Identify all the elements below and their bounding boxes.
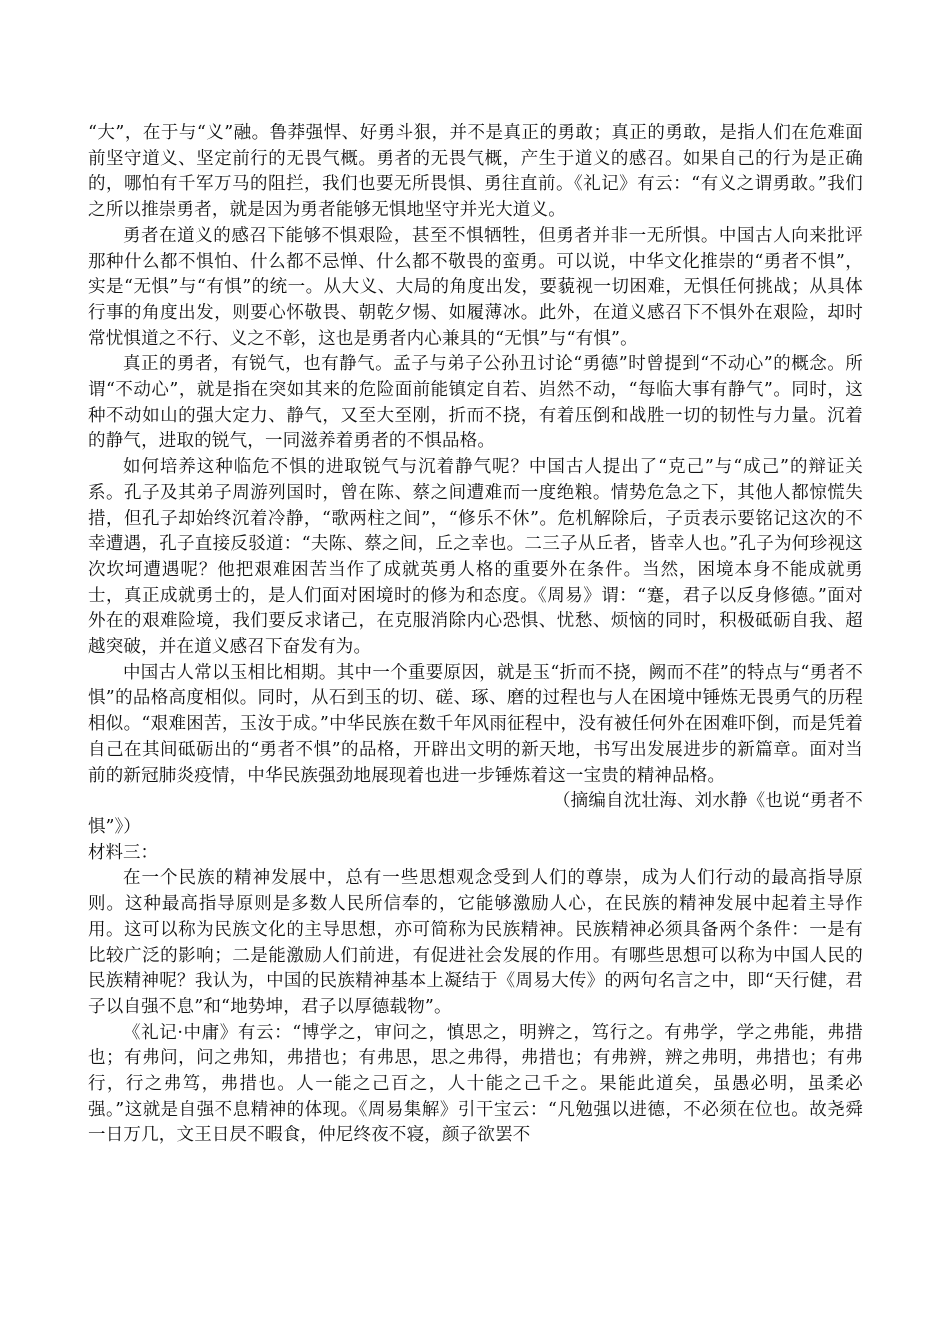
paragraph-1: “大”，在于与“义”融。鲁莽强悍、好勇斗狠，并不是真正的勇敢；真正的勇敢，是指人们在危难面前坚守道义、坚定前行的无畏气概。勇者的无畏气概，产生于道义的感召。如果自己的行为是正确的，哪怕有千军万马的阻拦，我们也要无所畏惧、勇往直前。《礼记》有云：“有义之谓勇敢。”我们之所以推崇勇者，就是因为勇者能够无惧地坚守并光大道义。 — [88, 123, 863, 221]
paragraph-5: 中国古人常以玉相比相期。其中一个重要原因，就是玉“折而不挠，阙而不荏”的特点与“勇者不惧”的品格高度相似。同时，从石到玉的切、磋、琢、磨的过程也与人在困境中锤炼无畏勇气的历程相似。“艰难困苦，玉汝于成。”中华民族在数千年风雨征程中，没有被任何外在困难吓倒，而是凭着自己在其间砥砺出的“勇者不惧”的品格，开辟出文明的新天地，书写出发展进步的新篇章。面对当前的新冠肺炎疫情，中华民族强劲地展现着也进一步锤炼着这一宝贵的精神品格。 — [88, 662, 863, 786]
material-3-paragraph-2: 《礼记·中庸》有云：“博学之，审问之，慎思之，明辨之，笃行之。有弗学，学之弗能，弗措也；有弗问，问之弗知，弗措也；有弗思，思之弗得，弗措也；有弗辨，辨之弗明，弗措也；有弗行，行之弗笃，弗措也。人一能之己百之，人十能之己千之。果能此道矣，虽愚必明，虽柔必强。”这就是自强不息精神的体现。《周易集解》引干宝云：“凡勉强以进德，不必须在位也。故尧舜一日万几，文王日昃不暇食，仲尼终夜不寝，颜子欲罢不 — [88, 1022, 863, 1146]
document-page — [88, 121, 863, 1149]
paragraph-4: 如何培养这种临危不惧的进取锐气与沉着静气呢？中国古人提出了“克己”与“成己”的辩证关系。孔子及其弟子周游列国时，曾在陈、蔡之间遭难而一度绝粮。情势危急之下，其他人都惊慌失措，但孔子却始终沉着冷静，“歌两柱之间”，“修乐不休”。危机解除后，子贡表示要铭记这次的不幸遭遇，孔子直接反驳道：“夫陈、蔡之间，丘之幸也。二三子从丘者，皆幸人也。”孔子为何珍视这次坎坷遭遇呢？他把艰难困苦当作了成就英勇人格的重要外在条件。当然，困境本身不能成就勇士，真正成就勇士的，是人们面对困境时的修为和态度。《周易》谓：“蹇，君子以反身修德。”面对外在的艰难险境，我们要反求诸己，在克服消除内心恐惧、忧愁、烦恼的同时，积极砥砺自我、超越突破，并在道义感召下奋发有为。 — [88, 457, 863, 658]
source-citation: （摘编自沈壮海、刘水静《也说“勇者不 — [552, 791, 863, 812]
paragraph-3: 真正的勇者，有锐气，也有静气。孟子与弟子公孙丑讨论“勇德”时曾提到“不动心”的概念。所谓“不动心”，就是指在突如其来的危险面前能镇定自若、岿然不动，“每临大事有静气”。同时，这种不动如山的强大定力、静气，又至大至刚，折而不挠，有着压倒和战胜一切的韧性与力量。沉着的静气，进取的锐气，一同滋养着勇者的不惧品格。 — [88, 354, 863, 452]
material-3-label: 材料三： — [88, 842, 158, 863]
paragraph-2: 勇者在道义的感召下能够不惧艰险，甚至不惧牺牲，但勇者并非一无所惧。中国古人向来批评那种什么都不惧怕、什么都不忌惮、什么都不敬畏的蛮勇。可以说，中华文化推崇的“勇者不惧”，实是“无惧”与“有惧”的统一。从大义、大局的角度出发，要藐视一切困难，无惧任何挑战；从具体行事的角度出发，则要心怀敬畏、朝乾夕惕、如履薄冰。此外，在道义感召下不惧外在艰险，却时常忧惧道之不行、义之不彰，这也是勇者内心兼具的“无惧”与“有惧”。 — [88, 225, 863, 349]
source-citation-continued: 惧”》） — [88, 816, 141, 837]
material-3-paragraph-1: 在一个民族的精神发展中，总有一些思想观念受到人们的尊崇，成为人们行动的最高指导原则。这种最高指导原则是多数人民所信奉的，它能够激励人心，在民族的精神发展中起着主导作用。这可以称为民族文化的主导思想，亦可简称为民族精神。民族精神必须具备两个条件：一是有比较广泛的影响；二是能激励人们前进，有促进社会发展的作用。有哪些思想可以称为中国人民的民族精神呢？我认为，中国的民族精神基本上凝结于《周易大传》的两句名言之中，即“天行健，君子以自强不息”和“地势坤，君子以厚德载物”。 — [88, 868, 863, 1017]
